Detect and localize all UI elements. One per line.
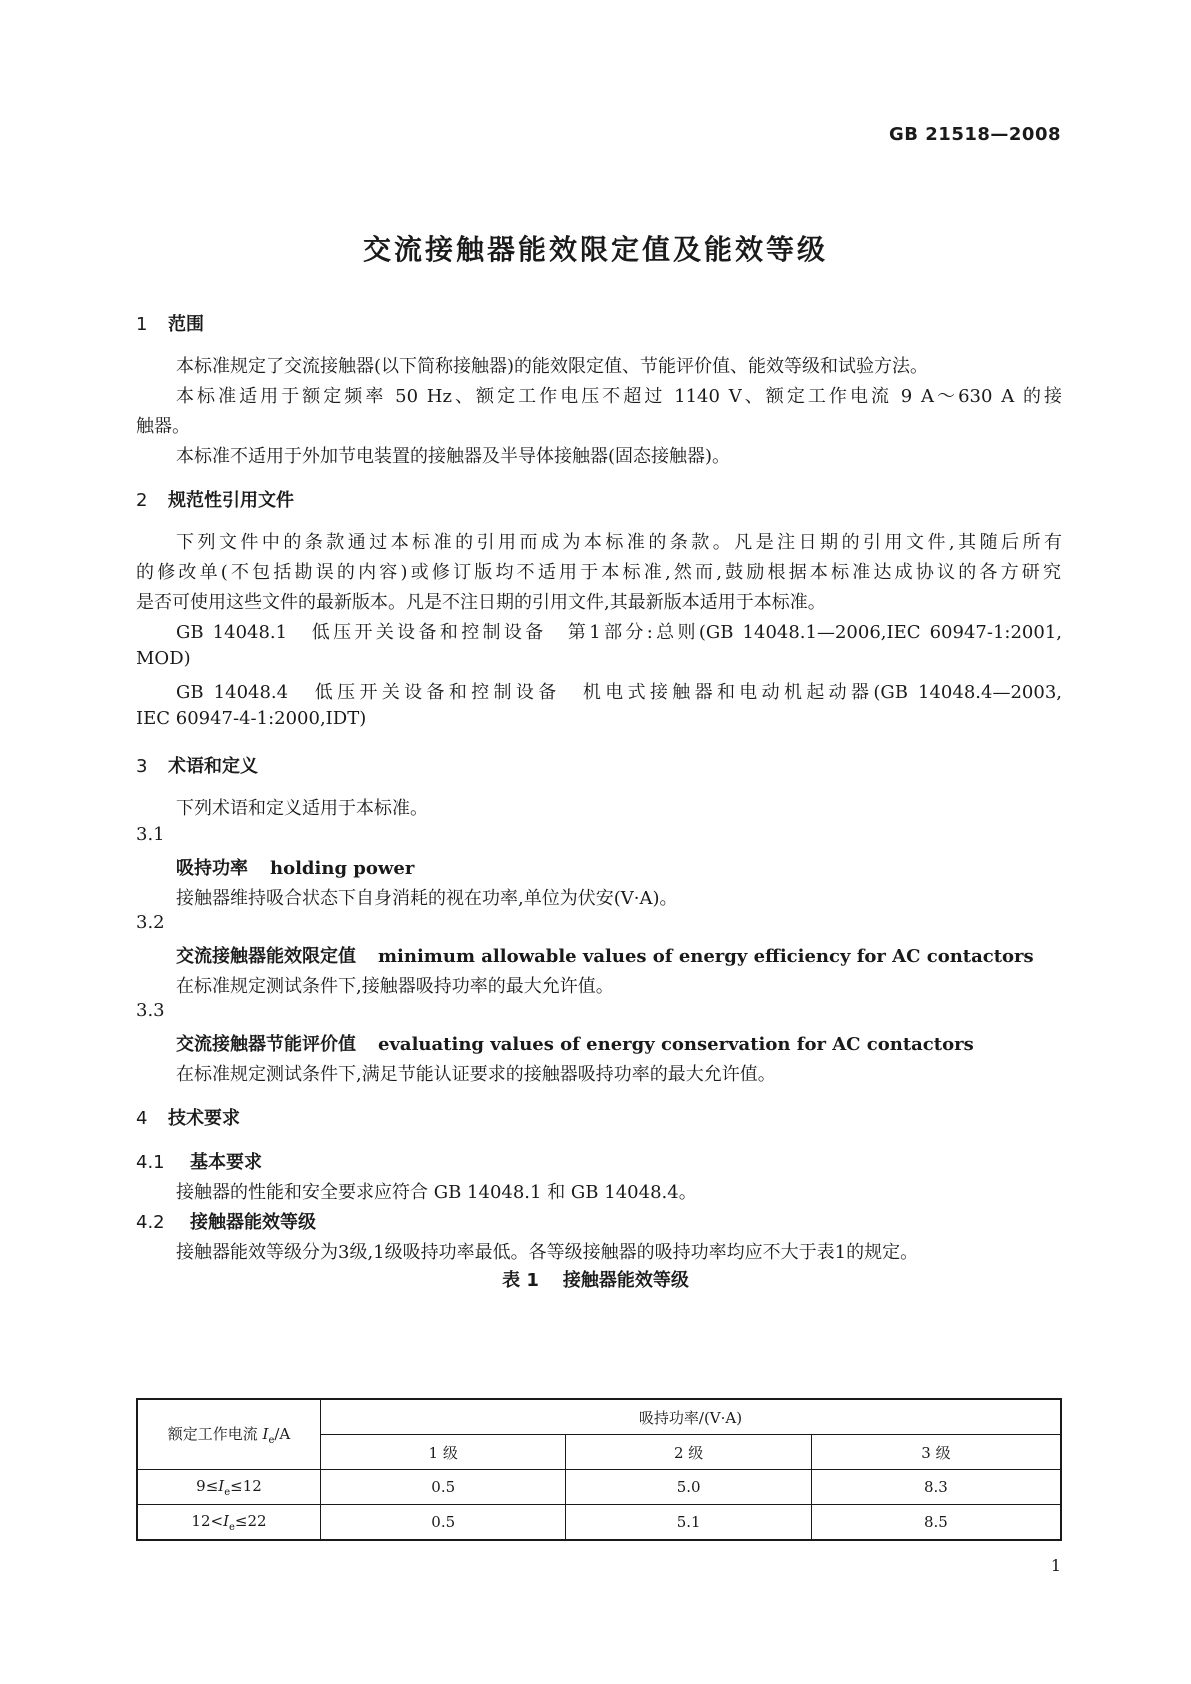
section-1-heading: 1 范围 [136,314,204,335]
section-2-heading: 2 规范性引用文件 [136,490,294,511]
sec1-paragraph-1: 本标准规定了交流接触器(以下简称接触器)的能效限定值、节能评价值、能效等级和试验方法。 [176,356,929,377]
term-3-1-definition: 接触器维持吸合状态下自身消耗的视在功率,单位为伏安(V·A)。 [176,888,678,909]
grade-1-value: 0.5 [321,1505,566,1541]
standard-code: GB 21518—2008 [889,124,1061,145]
term-3-1-number: 3.1 [136,824,165,845]
reference-1: GB 14048.1 低压开关设备和控制设备 第1部分:总则(GB 14048.1—2006,IEC 60947-1:2001, [176,622,1062,643]
header-grade-3: 3 级 [811,1435,1061,1470]
grade-2-value: 5.1 [566,1505,811,1541]
header-grade-2: 2 级 [566,1435,811,1470]
table-row [137,1470,1061,1505]
sec2-paragraph-line-2: 的修改单(不包括勘误的内容)或修订版均不适用于本标准,然而,鼓励根据本标准达成协议的各方研究 [136,562,1061,583]
term-3-2-definition: 在标准规定测试条件下,接触器吸持功率的最大允许值。 [176,976,614,997]
sec4-1-text: 接触器的性能和安全要求应符合 GB 14048.1 和 GB 14048.4。 [176,1182,697,1203]
document-title: 交流接触器能效限定值及能效等级 [362,233,828,266]
table-1-caption: 表 1 接触器能效等级 [502,1270,689,1291]
current-range: $12<I_e\le 22$ [137,1505,321,1541]
section-4-heading: 4 技术要求 [136,1108,240,1129]
reference-2-cont: IEC 60947-4-1:2000,IDT) [136,708,367,729]
term-3-3-definition: 在标准规定测试条件下,满足节能认证要求的接触器吸持功率的最大允许值。 [176,1064,776,1085]
reference-1-cont: MOD) [136,648,191,669]
sec1-paragraph-2-cont: 触器。 [136,416,190,437]
grade-3-value: 8.3 [811,1470,1061,1505]
section-4-1-heading: 4.1 基本要求 [136,1152,262,1173]
sec1-paragraph-2: 本标准适用于额定频率 50 Hz、额定工作电压不超过 1140 V、额定工作电流 9 A～630 A 的接 [176,386,1062,407]
section-4-2-heading: 4.2 接触器能效等级 [136,1212,316,1233]
term-3-3-number: 3.3 [136,1000,165,1021]
grade-3-value: 8.5 [811,1505,1061,1541]
header-rated-current: 额定工作电流 $I_e/A$ [137,1399,321,1470]
term-3-1-title: 吸持功率 holding power [176,858,415,879]
sec3-intro: 下列术语和定义适用于本标准。 [176,798,428,819]
sec4-2-text: 接触器能效等级分为3级,1级吸持功率最低。各等级接触器的吸持功率均应不大于表1的规定。 [176,1242,919,1263]
grade-1-value: 0.5 [321,1470,566,1505]
term-3-2-title: 交流接触器能效限定值 minimum allowable values of energy efficiency for AC contactors [176,946,1034,967]
term-3-3-title: 交流接触器节能评价值 evaluating values of energy conservation for AC contactors [176,1034,974,1055]
sec1-paragraph-3: 本标准不适用于外加节电装置的接触器及半导体接触器(固态接触器)。 [176,446,731,467]
sec2-paragraph-line-1: 下列文件中的条款通过本标准的引用而成为本标准的条款。凡是注日期的引用文件,其随后所有 [176,532,1062,553]
table-row [137,1505,1061,1541]
header-holding-power: 吸持功率/(V·A) [321,1399,1062,1435]
page-number: 1 [1050,1556,1061,1575]
energy-efficiency-grade-table [136,1398,1062,1541]
header-grade-1: 1 级 [321,1435,566,1470]
sec2-paragraph-line-3: 是否可使用这些文件的最新版本。凡是不注日期的引用文件,其最新版本适用于本标准。 [136,592,826,613]
current-range: $9\le I_e\le 12$ [137,1470,321,1505]
section-3-heading: 3 术语和定义 [136,756,258,777]
reference-2: GB 14048.4 低压开关设备和控制设备 机电式接触器和电动机起动器(GB 14048.4—2003, [176,682,1062,703]
grade-2-value: 5.0 [566,1470,811,1505]
term-3-2-number: 3.2 [136,912,165,933]
